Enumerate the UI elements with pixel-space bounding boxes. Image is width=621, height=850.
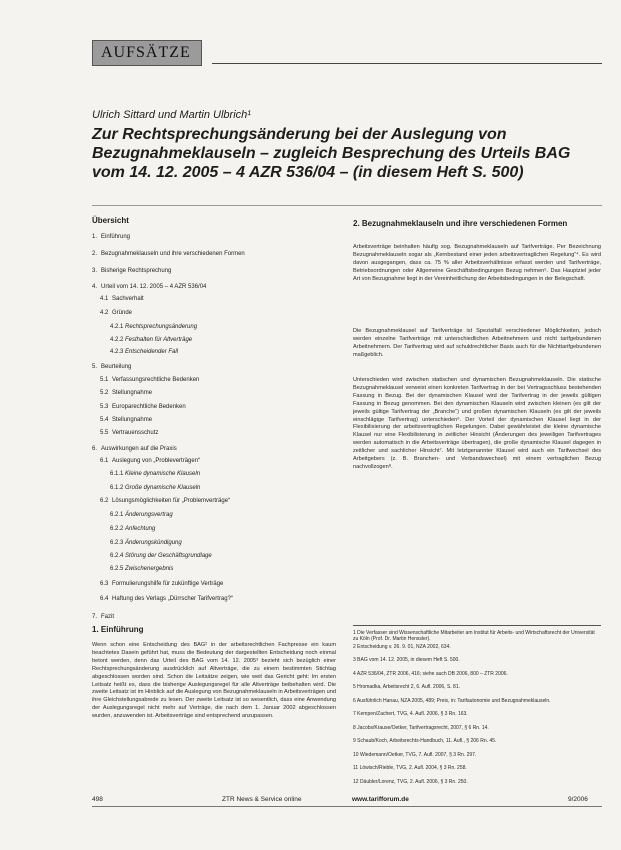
footnote: 11 Löwisch/Rieble, TVG, 2. Aufl. 2004, § 3 Rn. 258. <box>353 765 467 771</box>
footer-url: www.tarifforum.de <box>352 796 409 803</box>
toc-item-label: Formulierungshilfe für zukünftige Verträge <box>112 581 224 587</box>
footnote: 9 Schaub/Koch, Arbeitsrechts-Handbuch, 11. Aufl., § 206 Rn. 45. <box>353 738 497 744</box>
toc-item-number: 4.2.2 <box>110 337 124 343</box>
toc-item <box>100 430 158 436</box>
footnote-separator <box>353 625 601 626</box>
toc-item-number: 2. <box>92 251 98 257</box>
toc-item <box>100 390 152 396</box>
toc-item-label: Festhalten für Altverträge <box>125 337 193 343</box>
toc-item-label: Störung der Geschäftsgrundlage <box>125 553 212 559</box>
toc-item-number: 5. <box>92 364 98 370</box>
toc-item-number: 4.1 <box>100 296 109 302</box>
toc-item-number: 6.2.3 <box>110 540 124 546</box>
toc-item <box>100 417 152 423</box>
section-2-heading: 2. Bezugnahmeklauseln und ihre verschiedenen Formen <box>353 219 568 228</box>
toc-item-label: Anfechtung <box>125 526 156 532</box>
footer-page-number: 498 <box>92 796 103 803</box>
toc-item <box>110 337 192 343</box>
toc-item-label: Einführung <box>101 234 131 240</box>
toc-item <box>110 566 173 572</box>
toc-item <box>100 377 199 383</box>
toc-item <box>100 581 223 587</box>
footer-journal: ZTR News & Service online <box>222 796 302 803</box>
section-2-paragraph-3: Unterschieden wird zwischen statischen und dynamischen Bezugnahmeklauseln. Die statische Bezugnahmeklausel verweist einen konkreten Tarifvertrag in der bei Vertragsschluss bestehenden Fassung in Bezug. Bei der dynamischen Klausel wird der Tarifvertrag in der jeweils gültigen Fassung in Bezug genommen. Bei den dynamischen Klauseln wird zwischen kleinen (es gilt der jeweils gültige Tarifvertrag der „Branche“) und großen dynamischen Klauseln (es gilt der jeweils einschlägige Tarifvertrag) unterschieden⁶. Der Vorteil der dynamischen Klausel liegt in der Flexibilisierung der arbeitsvertraglichen Regelungen. Dabei gewährleistet die kleine dynamische Klausel nur eine Flexibilisierung in zeitlicher Hinsicht (Änderungen des jeweiligen Tarifvertrages werden automatisch in die Arbeitsverträge übertragen), die große dynamische Klausel dagegen in zeitlicher und sachlicher Hinsicht⁷. Mit letztgenannter Klausel wird auch ein Tarifwechsel des Arbeitgebers (z. B. Branchen- und Verbandswechsel) mit einem vertraglichen Bezug nachvollzogen⁸. <box>353 377 601 470</box>
section-2-paragraph-2: Die Bezugnahmeklausel auf Tarifverträge ist Spezialfall verschiedener Möglichkeiten, jedoch werden einzelne Tarifverträge mit unterschiedlichen Arbeitnehmern und nicht tarifgebundenen Arbeitnehmern. Der Tarifvertrag wird auf schuldrechtlicher Basis auch für die Nichttarifgebundenen maßgeblich. <box>353 328 601 358</box>
toc-item <box>100 596 233 602</box>
toc-item-label: Urteil vom 14. 12. 2005 – 4 AZR 536/04 <box>101 284 207 290</box>
footnote: 12 Däubler/Lorenz, TVG, 2. Aufl. 2006, § 3 Rn. 250. <box>353 778 468 785</box>
footnote: 2 Entscheidung v. 26. 9. 01, NZA 2002, 634. <box>353 643 451 650</box>
toc-heading: Übersicht <box>92 216 129 225</box>
toc-item-label: Zwischenergebnis <box>125 566 174 572</box>
section-1-heading: 1. Einführung <box>92 625 144 634</box>
toc-item-label: Sachverhalt <box>112 296 144 302</box>
toc-item-number: 5.5 <box>100 430 109 436</box>
header-rule-right <box>212 63 602 64</box>
footnote: 5 Hromadka, Arbeitsrecht 2, 6. Aufl. 2006, S. 81. <box>353 684 461 690</box>
toc-item-number: 4.2 <box>100 310 109 316</box>
toc-item-number: 1. <box>92 234 98 240</box>
footnote: 3 BAG vom 14. 12. 2005, in diesem Heft S. 500. <box>353 657 460 663</box>
section-1-text: Wenn schon eine Entscheidung des BAG² in der arbeitsrechtlichen Fachpresse ein kaum beachtetes Dasein geführt hat, muss die Bedeutung der dargestellten Entscheidung noch einmal betont werden, denn das Urteil des BAG vom 14. 12. 2005³ bezieht sich bezüglich einer Rechtsprechungsänderung ausdrücklich auf Altverträge, die zu einem bestimmten Stichtag abgeschlossen worden sind. Schon die Leitsätze zeigen, wie weit das Gericht geht: Im ersten Leitsatz heißt es, dass die bisherige Auslegungsregel für alle Altverträge beibehalten wird. Die zweite Leitsatz ist im Hinblick auf die Auslegung von Bezugnahmeklauseln in Arbeitsverträgen und ihre Gleichstellungsabrede zu lesen. Der zweite Leitsatz ist so wesentlich, dass eine Anwendung der Auslegungsregel nicht mehr auf Verträge, die nach dem 1. Januar 2002 abgeschlossen wurden, anzuwenden ist. Arbeitsverträge sind entsprechend anzupassen. <box>92 642 336 720</box>
toc-item-label: Bisherige Rechtsprechung <box>101 268 172 274</box>
toc-item <box>100 404 186 410</box>
toc-item-label: Stellungnahme <box>112 417 153 423</box>
toc-item <box>110 471 200 477</box>
toc-item-number: 4.2.3 <box>110 349 124 355</box>
article-title: Zur Rechtsprechungsänderung bei der Auslegung von Bezugnahmeklauseln – zugleich Besprechung des Urteils BAG vom 14. 12. 2005 – 4 AZR 536/04 – (in diesem Heft S. 500) <box>92 126 571 181</box>
toc-item <box>110 349 178 355</box>
footer-issue: 9/2006 <box>568 796 588 803</box>
toc-item-label: Bezugnahmeklauseln und ihre verschiedenen Formen <box>101 251 245 257</box>
toc-item-label: Stellungnahme <box>112 390 153 396</box>
toc-item <box>92 364 131 370</box>
section-tab <box>92 40 202 66</box>
toc-item-number: 6.2 <box>100 498 109 504</box>
toc-item <box>92 284 206 290</box>
toc-item-number: 4. <box>92 284 98 290</box>
footnote: 10 Wiedemann/Oetker, TVG, 7. Aufl. 2007, § 3 Rn. 297. <box>353 751 477 758</box>
toc-item <box>110 540 182 546</box>
title-rule <box>92 205 602 206</box>
toc-item <box>110 324 197 330</box>
toc-item-label: Auslegung von „Probleverträgen“ <box>112 458 201 464</box>
footnote: 7 Kempen/Zachert, TVG, 4. Aufl. 2006, § 3 Rn. 163. <box>353 711 468 717</box>
toc-item-number: 6. <box>92 446 98 452</box>
toc-item-number: 6.1.1 <box>110 471 124 477</box>
toc-item-number: 5.4 <box>100 417 109 423</box>
section-label: AUFSÄTZE <box>101 44 191 61</box>
toc-item-label: Auswirkungen auf die Praxis <box>101 446 177 452</box>
toc-item-number: 5.3 <box>100 404 109 410</box>
toc-item-number: 6.1 <box>100 458 109 464</box>
toc-item-number: 6.1.2 <box>110 485 124 491</box>
toc-item-label: Große dynamische Klauseln <box>125 485 201 491</box>
footnote: 8 Jacobs/Krause/Oetker, Tarifvertragsrecht, 2007, § 6 Rn. 14. <box>353 724 489 731</box>
toc-item-label: Änderungskündigung <box>125 540 182 546</box>
toc-item <box>100 310 132 316</box>
toc-item-number: 6.2.4 <box>110 553 124 559</box>
footnote: 6 Ausführlich Hanau, NZA 2005, 489; Preis, in: Tarifautonomie und Bezugnahmeklauseln. <box>353 697 551 704</box>
footer-rule <box>92 806 602 807</box>
toc-item-number: 6.4 <box>100 596 109 602</box>
toc-item-label: Haftung des Verlags „Dürrscher Tarifvertrag?“ <box>112 596 233 602</box>
toc-item-label: Verfassungsrechtliche Bedenken <box>112 377 200 383</box>
toc-item-number: 4.2.1 <box>110 324 124 330</box>
toc-item-label: Beurteilung <box>101 364 132 370</box>
toc-item <box>110 512 173 518</box>
footnote: 4 AZR 536/04, ZTR 2006, 416; siehe auch DB 2006, 800 – ZTR 2006. <box>353 670 508 677</box>
toc-item-label: Gründe <box>112 310 133 316</box>
toc-item-number: 3. <box>92 268 98 274</box>
toc-item-label: Lösungsmöglichkeiten für „Problemverträge“ <box>112 498 231 504</box>
toc-item-label: Rechtsprechungsänderung <box>125 324 198 330</box>
toc-item <box>110 485 200 491</box>
toc-item-number: 7. <box>92 614 98 620</box>
toc-item-label: Kleine dynamische Klauseln <box>125 471 201 477</box>
toc-item <box>100 296 144 302</box>
toc-item-label: Änderungsvertrag <box>125 512 173 518</box>
toc-item-number: 6.3 <box>100 581 109 587</box>
toc-item <box>92 614 114 620</box>
toc-item-number: 5.2 <box>100 390 109 396</box>
toc-item-number: 5.1 <box>100 377 109 383</box>
toc-item-label: Entscheidender Fall <box>125 349 179 355</box>
toc-item-number: 6.2.5 <box>110 566 124 572</box>
toc-item-label: Europarechtliche Bedenken <box>112 404 186 410</box>
toc-item <box>92 234 130 240</box>
toc-item <box>110 526 155 532</box>
toc-item-number: 6.2.2 <box>110 526 124 532</box>
toc-item <box>92 268 171 274</box>
article-authors: Ulrich Sittard und Martin Ulbrich¹ <box>92 109 251 121</box>
toc-item-label: Fazit <box>101 614 115 620</box>
toc-item <box>110 553 212 559</box>
footnote: 1 Die Verfasser sind Wissenschaftliche Mitarbeiter am Institut für Arbeits- und Wirtschaftsrecht der Universität zu Köln (Prof. Dr. Martin Henssler). <box>353 630 595 642</box>
toc-item <box>100 498 230 504</box>
toc-item <box>92 446 177 452</box>
toc-item-number: 6.2.1 <box>110 512 124 518</box>
toc-item <box>100 458 200 464</box>
toc-item-label: Vertrauensschutz <box>112 430 159 436</box>
section-2-paragraph-1: Arbeitsverträge beinhalten häufig sog. Bezugnahmeklauseln auf Tarifverträge. Per Bezeichnung Bezugnahmeklauseln sogar als „Kernbestand einer jeden arbeitsvertraglichen Regelung“⁴. Es wird davon ausgegangen, dass ca. 75 % aller Arbeitsverhältnisse erfasst werden und Tarifverträge, Betriebsordnungen oder Allgemeine Geschäftsbedingungen Bezug nehmen⁵. Das Hauptziel jeder Art von Bezugnahme liegt in der Vereinheitlichung der Arbeitsbedingungen in der Belegschaft. <box>353 244 601 282</box>
toc-item <box>92 251 245 257</box>
